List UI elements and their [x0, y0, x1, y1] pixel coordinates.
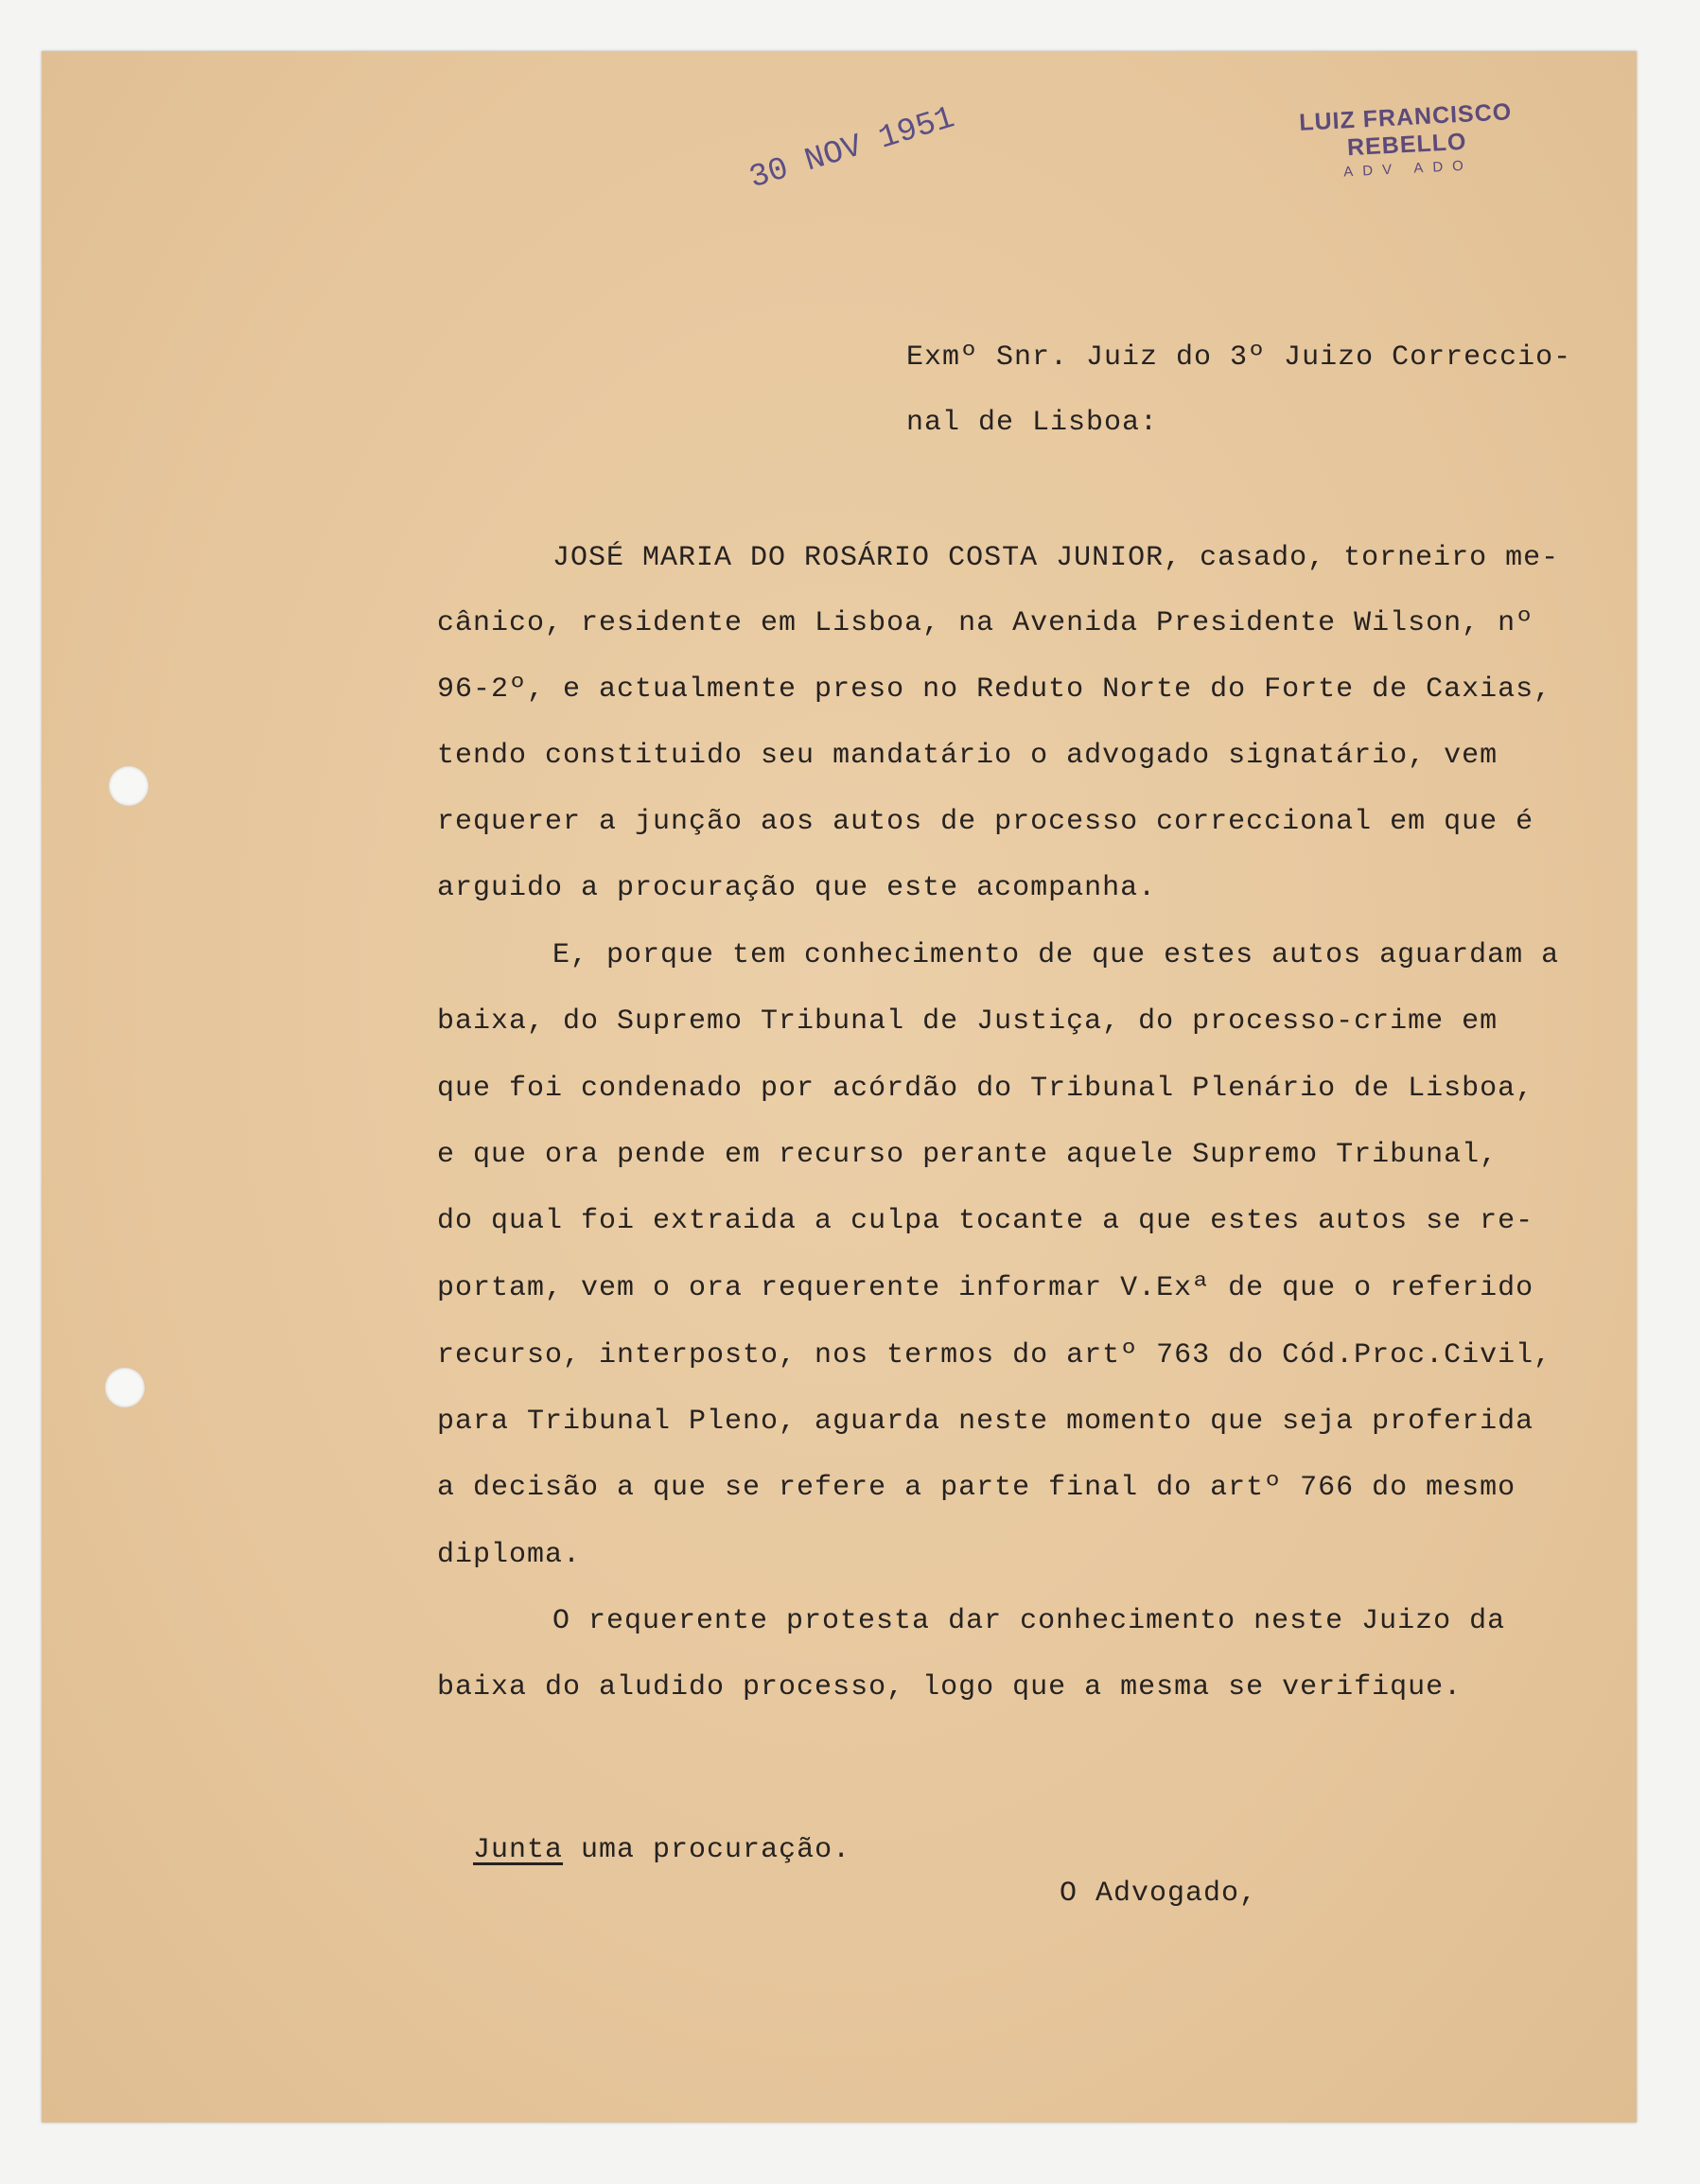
- body-line: JOSÉ MARIA DO ROSÁRIO COSTA JUNIOR, casado, torneiro me-: [552, 542, 1560, 574]
- body-line: diploma.: [437, 1539, 582, 1571]
- address-line: nal de Lisboa:: [906, 407, 1159, 439]
- body-line: a decisão a que se refere a parte final do artº 766 do mesmo: [437, 1472, 1516, 1504]
- firm-name: LUIZ FRANCISCO REBELLO: [1298, 98, 1513, 162]
- punch-hole-top: [109, 766, 149, 806]
- date-stamp: 30 NOV 1951: [745, 100, 959, 198]
- punch-hole-bottom: [105, 1368, 145, 1407]
- body-line: O requerente protesta dar conhecimento neste Juizo da: [552, 1605, 1506, 1637]
- body-line: E, porque tem conhecimento de que estes autos aguardam a: [552, 939, 1560, 971]
- body-line: baixa do aludido processo, logo que a mesma se verifique.: [437, 1671, 1463, 1704]
- attachment-word: Junta: [473, 1834, 564, 1866]
- body-line: tendo constituido seu mandatário o advogado signatário, vem: [437, 740, 1498, 772]
- body-line: arguido a procuração que este acompanha.: [437, 872, 1157, 904]
- attachment-text: uma procuração.: [563, 1834, 851, 1866]
- body-line: 96-2º, e actualmente preso no Reduto Norte do Forte de Caxias,: [437, 673, 1552, 706]
- attachment-note: [437, 1802, 850, 1866]
- body-line: e que ora pende em recurso perante aquele Supremo Tribunal,: [437, 1139, 1498, 1171]
- body-line: que foi condenado por acórdão do Tribunal Plenário de Lisboa,: [437, 1073, 1534, 1105]
- body-line: para Tribunal Pleno, aguarda neste momento que seja proferida: [437, 1406, 1534, 1438]
- address-line: Exmº Snr. Juiz do 3º Juizo Correccio-: [906, 341, 1572, 374]
- body-line: cânico, residente em Lisboa, na Avenida Presidente Wilson, nº: [437, 607, 1534, 639]
- firm-title: ADV ADO: [1342, 157, 1474, 181]
- body-line: baixa, do Supremo Tribunal de Justiça, do processo-crime em: [437, 1005, 1498, 1038]
- body-line: recurso, interposto, nos termos do artº 763 do Cód.Proc.Civil,: [437, 1339, 1552, 1372]
- body-line: portam, vem o ora requerente informar V.Exª de que o referido: [437, 1272, 1534, 1304]
- body-line: requerer a junção aos autos de processo correccional em que é: [437, 806, 1534, 838]
- closing-signature: O Advogado,: [1060, 1878, 1258, 1910]
- body-line: do qual foi extraida a culpa tocante a que estes autos se re-: [437, 1205, 1534, 1237]
